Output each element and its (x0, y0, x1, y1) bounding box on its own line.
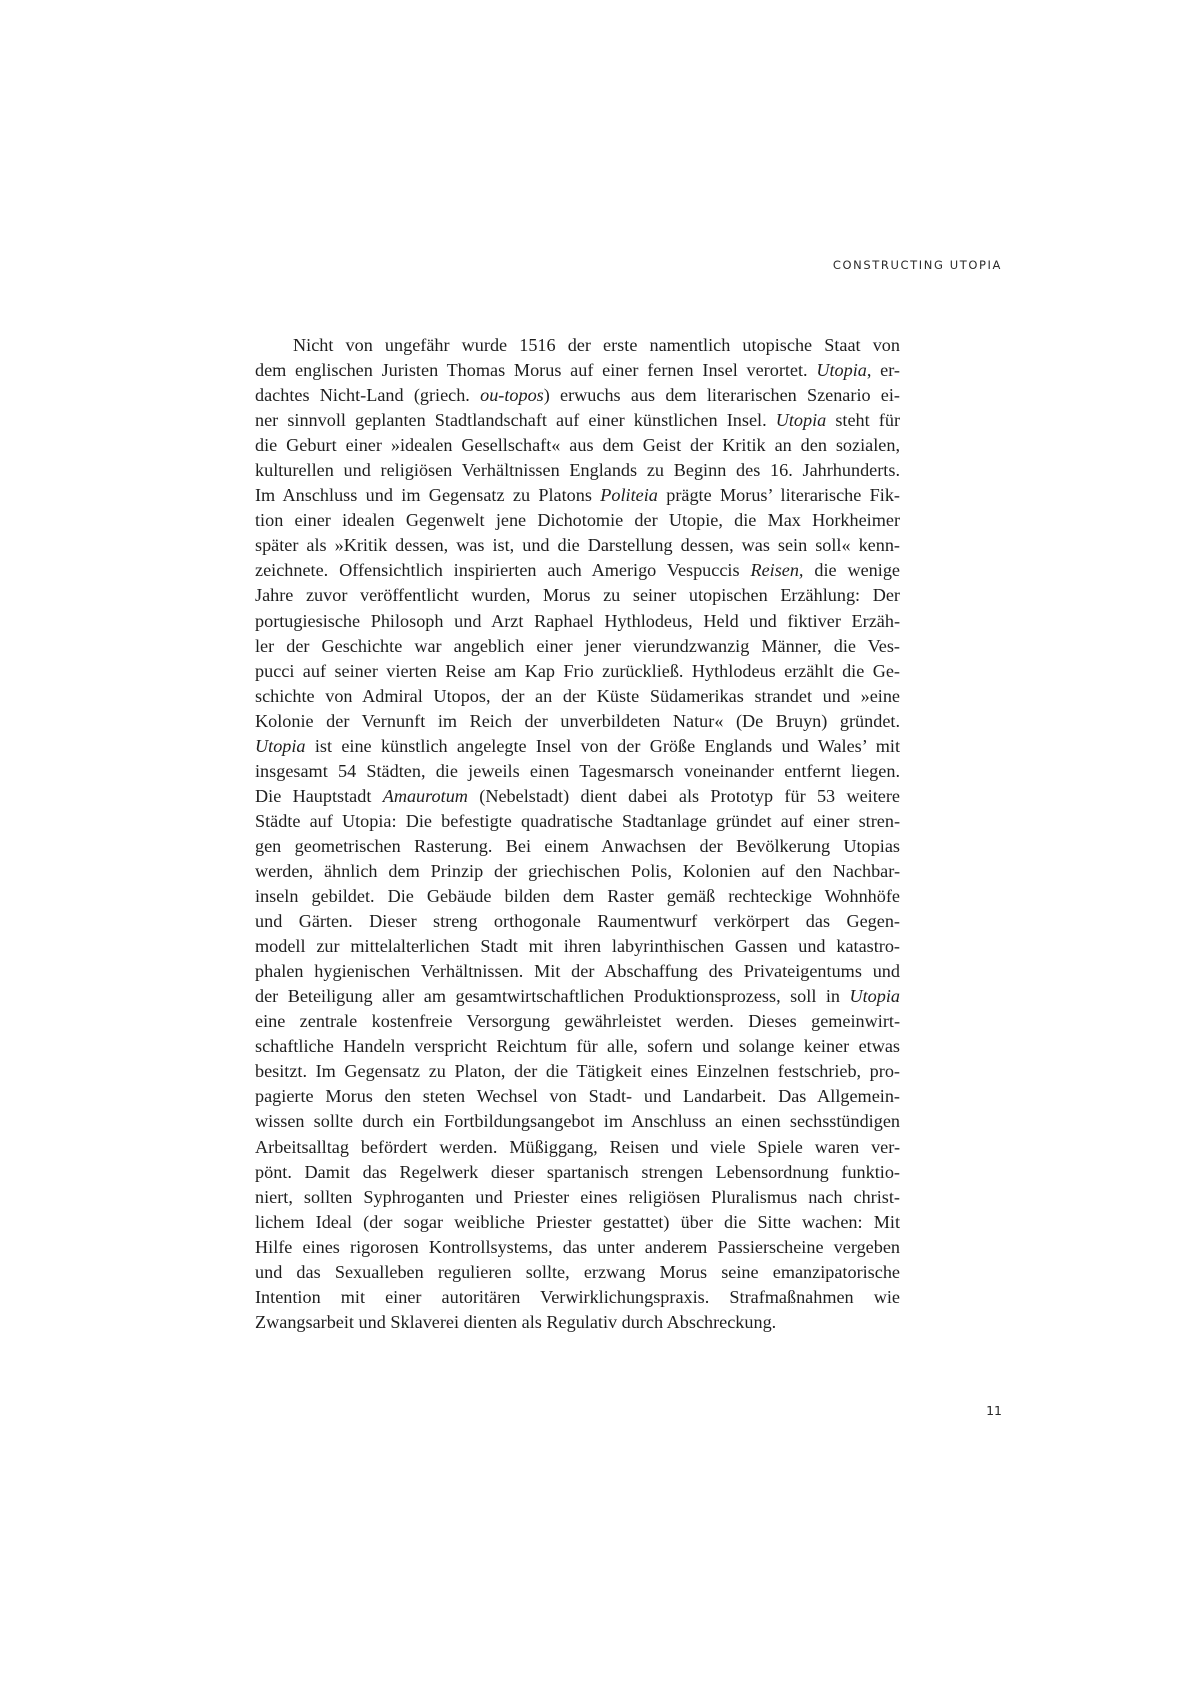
text-run: die wenige (803, 560, 900, 581)
text-line (255, 483, 900, 508)
text-run: später als »Kritik dessen, was ist, und die Darstellung dessen, was sein soll« kenn- (255, 535, 900, 556)
text-line (255, 1235, 900, 1260)
text-line (255, 1034, 900, 1059)
text-run: , er- (866, 360, 900, 381)
text-run: zeichnete. Offensichtlich inspirierten auch Amerigo Vespuccis (255, 560, 751, 581)
italic-run: ou-topos (480, 385, 544, 406)
text-run: Intention mit einer autoritären Verwirklichungspraxis. Strafmaßnahmen wie (255, 1286, 900, 1307)
text-line (255, 659, 900, 684)
text-run: phalen hygienischen Verhältnissen. Mit der Abschaffung des Privateigentums und (255, 961, 900, 982)
text-line (255, 984, 900, 1009)
text-run: Die Hauptstadt (255, 785, 383, 806)
text-line (255, 358, 900, 383)
text-line (255, 634, 900, 659)
text-run: dem englischen Juristen Thomas Morus auf einer fernen Insel verortet. (255, 360, 817, 381)
text-run: lichem Ideal (der sogar weibliche Priester gestattet) über die Sitte wachen: Mit (255, 1211, 900, 1232)
text-line (255, 709, 900, 734)
text-line (255, 1135, 900, 1160)
text-line (255, 533, 900, 558)
text-line (255, 1310, 900, 1335)
running-head: CONSTRUCTING UTOPIA (832, 258, 1002, 272)
italic-run: Utopia (816, 360, 867, 381)
text-line (255, 609, 900, 634)
text-run: die Geburt einer »idealen Gesellschaft« aus dem Geist der Kritik an den sozialen, (255, 435, 900, 456)
italic-run: Utopia (775, 410, 827, 431)
text-run: und Gärten. Dieser streng orthogonale Raumentwurf verkörpert das Gegen- (255, 911, 900, 932)
text-line (255, 508, 900, 533)
text-line (255, 1109, 900, 1134)
text-line (255, 1160, 900, 1185)
text-run: prägte Morus’ literarische Fik- (657, 485, 900, 506)
text-run: ler der Geschichte war angeblich einer jener vierundzwanzig Männer, die Ves- (255, 635, 900, 656)
text-line (255, 784, 900, 809)
text-line (255, 1210, 900, 1235)
text-run: Arbeitsalltag befördert werden. Müßiggang, Reisen und viele Spiele waren ver- (255, 1136, 900, 1157)
text-line (255, 583, 900, 608)
text-line (255, 1260, 900, 1285)
text-line (255, 1185, 900, 1210)
text-run: ner sinnvoll geplanten Stadtlandschaft auf einer künstlichen Insel. (255, 410, 776, 431)
text-run: insgesamt 54 Städten, die jeweils einen Tagesmarsch voneinander entfernt liegen. (255, 760, 900, 781)
text-run: inseln gebildet. Die Gebäude bilden dem Raster gemäß rechteckige Wohnhöfe (255, 886, 900, 907)
text-line (255, 859, 900, 884)
text-run: tion einer idealen Gegenwelt jene Dichotomie der Utopie, die Max Horkheimer (255, 510, 900, 531)
text-line (255, 959, 900, 984)
text-line (255, 884, 900, 909)
text-run: eine zentrale kostenfreie Versorgung gewährleistet werden. Dieses gemeinwirt- (255, 1011, 900, 1032)
text-run: (Nebelstadt) dient dabei als Prototyp für 53 weitere (467, 785, 900, 806)
text-run: gen geometrischen Rasterung. Bei einem Anwachsen der Bevölkerung Utopias (255, 835, 900, 856)
text-run: wissen sollte durch ein Fortbildungsangebot im Anschluss an einen sechsstündigen (255, 1111, 900, 1132)
text-run: modell zur mittelalterlichen Stadt mit ihren labyrinthischen Gassen und katastro- (255, 936, 900, 957)
text-line (255, 1059, 900, 1084)
text-run: besitzt. Im Gegensatz zu Platon, der die Tätigkeit eines Einzelnen festschrieb, pro- (255, 1061, 900, 1082)
text-line (255, 458, 900, 483)
text-line (255, 909, 900, 934)
text-run: werden, ähnlich dem Prinzip der griechischen Polis, Kolonien auf den Nachbar- (255, 860, 900, 881)
text-run: schichte von Admiral Utopos, der an der Küste Südamerikas strandet und »eine (255, 685, 900, 706)
text-run: Städte auf Utopia: Die befestigte quadratische Stadtanlage gründet auf einer stren- (255, 810, 900, 831)
text-line (255, 1285, 900, 1310)
text-run: und das Sexualleben regulieren sollte, erzwang Morus seine emanzipatorische (255, 1261, 900, 1282)
italic-run: Politeia (600, 485, 658, 506)
text-line (255, 408, 900, 433)
text-run: Nicht von ungefähr wurde 1516 der erste namentlich utopische Staat von (293, 335, 900, 355)
text-run: ist eine künstlich angelegte Insel von der Größe Englands und Wales’ mit (305, 735, 900, 756)
text-line (255, 383, 900, 408)
italic-run: Amaurotum (382, 785, 468, 806)
text-run: der Beteiligung aller am gesamtwirtschaftlichen Produktionsprozess, soll in (255, 986, 850, 1007)
text-run: Kolonie der Vernunft im Reich der unverbildeten Natur« (De Bruyn) gründet. (255, 710, 900, 731)
text-run: Zwangsarbeit und Sklaverei dienten als Regulativ durch Abschreckung. (255, 1311, 777, 1332)
italic-run: Utopia (849, 986, 900, 1007)
text-run: Hilfe eines rigorosen Kontrollsystems, das unter anderem Passierscheine vergeben (255, 1236, 900, 1257)
text-line (255, 934, 900, 959)
text-line (255, 558, 900, 583)
text-line (255, 1009, 900, 1034)
italic-run: Utopia (255, 735, 306, 756)
text-line (255, 734, 900, 759)
text-run: pönt. Damit das Regelwerk dieser spartanisch strengen Lebensordnung funktio- (255, 1161, 900, 1182)
text-run: Im Anschluss und im Gegensatz zu Platons (255, 485, 601, 506)
italic-run: Reisen, (750, 560, 804, 581)
text-run: Jahre zuvor veröffentlicht wurden, Morus zu seiner utopischen Erzählung: Der (255, 585, 900, 606)
text-run: pagierte Morus den steten Wechsel von Stadt- und Landarbeit. Das Allgemein- (255, 1086, 900, 1107)
text-line (255, 809, 900, 834)
body-paragraph (255, 333, 900, 1335)
text-line (255, 759, 900, 784)
page-number: 11 (986, 1403, 1002, 1418)
text-run: schaftliche Handeln verspricht Reichtum für alle, sofern und solange keiner etwas (255, 1036, 900, 1057)
text-run: steht für (826, 410, 901, 431)
text-run: ) erwuchs aus dem literarischen Szenario ei- (543, 385, 900, 406)
text-line (255, 1084, 900, 1109)
text-run: portugiesische Philosoph und Arzt Raphael Hythlodeus, Held und fiktiver Erzäh- (255, 610, 900, 631)
text-run: pucci auf seiner vierten Reise am Kap Frio zurückließ. Hythlodeus erzählt die Ge- (255, 660, 900, 681)
text-line (255, 684, 900, 709)
text-line (255, 333, 900, 358)
text-run: dachtes Nicht-Land (griech. (255, 385, 481, 406)
text-run: kulturellen und religiösen Verhältnissen Englands zu Beginn des 16. Jahrhunderts. (255, 460, 900, 481)
text-line (255, 433, 900, 458)
text-line (255, 834, 900, 859)
text-run: niert, sollten Syphroganten und Priester eines religiösen Pluralismus nach christ- (255, 1186, 900, 1207)
